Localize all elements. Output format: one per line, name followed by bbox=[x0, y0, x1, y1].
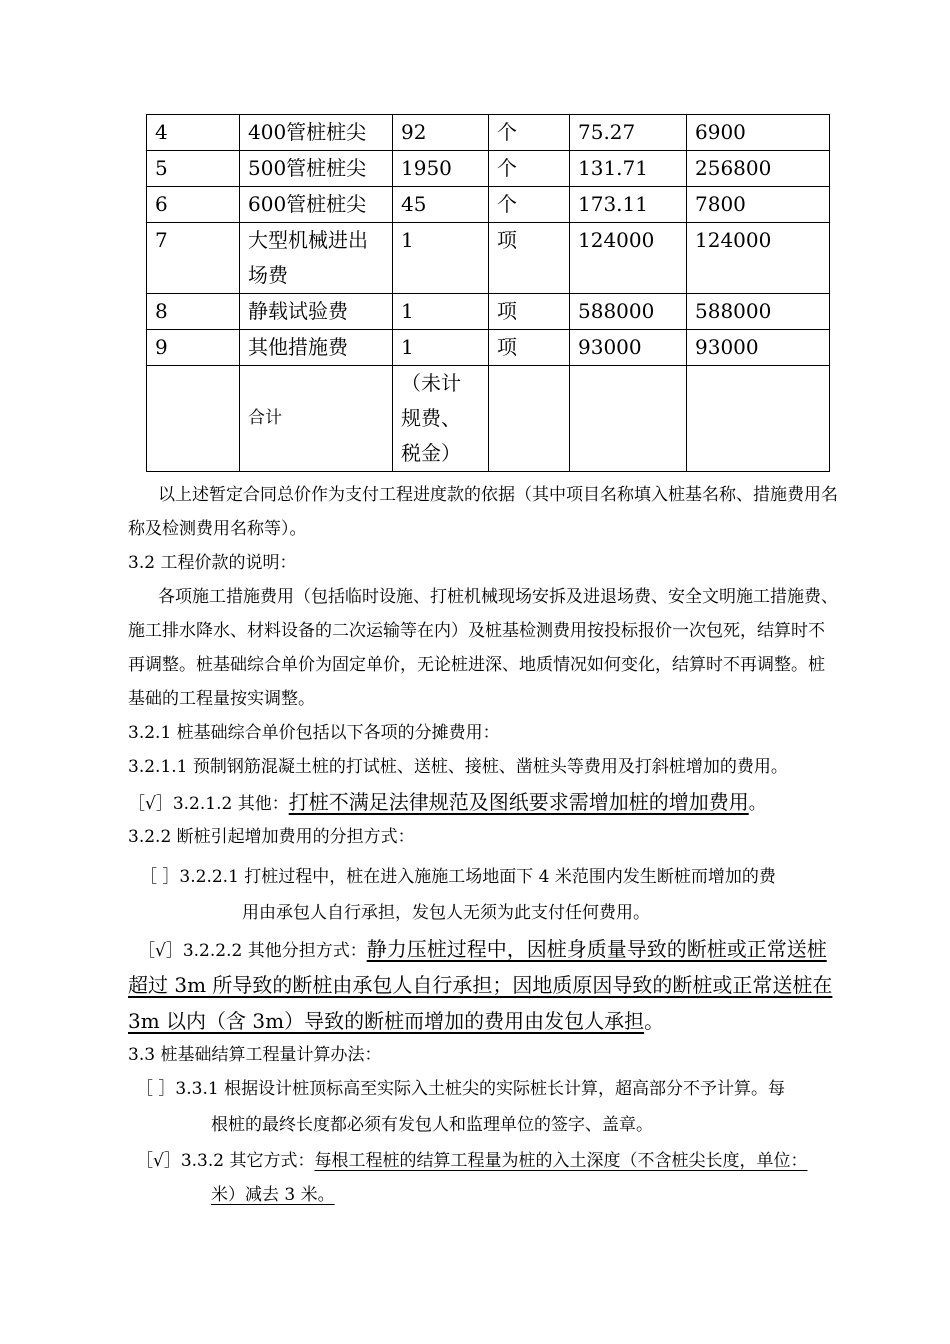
table-row bbox=[147, 294, 830, 330]
paragraph-3-2-2-1-line1: ［ ］3.2.2.1 打桩过程中，桩在进入施施工场地面下 4 米范围内发生断桩而增加的费 bbox=[140, 867, 776, 887]
table-cell-price: 93000 bbox=[570, 330, 687, 366]
table-cell-amount: 588000 bbox=[687, 294, 830, 330]
heading-3-2: 3.2 工程价款的说明： bbox=[128, 553, 297, 573]
paragraph-3-2-2-1-line2: 用由承包人自行承担，发包人无须为此支付任何费用。 bbox=[242, 903, 650, 923]
heading-3-2-2: 3.2.2 断桩引起增加费用的分担方式： bbox=[128, 827, 415, 847]
table-cell-amount: 7800 bbox=[687, 187, 830, 223]
table-cell-no: 5 bbox=[147, 151, 240, 187]
checkbox-label-3-2-1-2: ［√］3.2.1.2 其他： bbox=[128, 794, 289, 814]
table-row bbox=[147, 223, 830, 294]
table-cell-name: 500管桩桩尖 bbox=[240, 151, 393, 187]
table-cell-amount: 256800 bbox=[687, 151, 830, 187]
table-cell-qty: 1 bbox=[393, 294, 489, 330]
table-cell-unit: 项 bbox=[489, 223, 570, 294]
table-cell-qty: 92 bbox=[393, 115, 489, 151]
filled-value-3-3-2-cont: 米）减去 3 米。 bbox=[211, 1185, 335, 1205]
table-cell-no: 8 bbox=[147, 294, 240, 330]
table-cell-unit: 项 bbox=[489, 294, 570, 330]
table-cell-unit: 个 bbox=[489, 151, 570, 187]
table-cell-name: 400管桩桩尖 bbox=[240, 115, 393, 151]
paragraph-3-3-1-line1: ［ ］3.3.1 根据设计桩顶标高至实际入土桩尖的实际桩长计算，超高部分不予计算。每 bbox=[136, 1079, 786, 1099]
table-row bbox=[147, 330, 830, 366]
filled-value-3-2-2-2: 静力压桩过程中，因桩身质量导致的断桩或正常送桩超过 3m 所导致的断桩由承包人自行承担；因地质原因导致的断桩或正常送桩在 3m 以内（含 3m）导致的断桩而增加的费用由发包人承担 bbox=[128, 937, 833, 1033]
table-cell-name: 其他措施费 bbox=[240, 330, 393, 366]
paragraph-basis: 以上述暂定合同总价作为支付工程进度款的依据（其中项目名称填入桩基名称、措施费用名称及检测费用名称等）。 bbox=[128, 485, 838, 539]
table-row-total bbox=[147, 366, 830, 472]
table-cell-price: 588000 bbox=[570, 294, 687, 330]
paragraph-3-3-2-line1 bbox=[136, 1144, 840, 1178]
table-cell-no: 4 bbox=[147, 115, 240, 151]
table-cell-empty bbox=[489, 366, 570, 472]
table-cell-unit: 个 bbox=[489, 115, 570, 151]
table-cell-name: 静载试验费 bbox=[240, 294, 393, 330]
table-cell-unit: 个 bbox=[489, 187, 570, 223]
paragraph-3-3-2-line2 bbox=[211, 1178, 840, 1212]
heading-3-2-1: 3.2.1 桩基础综合单价包括以下各项的分摊费用： bbox=[128, 723, 500, 743]
checkbox-label-3-3-2: ［√］3.3.2 其它方式： bbox=[136, 1151, 315, 1171]
paragraph-3-2-2-2 bbox=[128, 932, 840, 1040]
period: 。 bbox=[748, 794, 766, 814]
cost-table bbox=[146, 114, 830, 472]
table-cell-total-label: 合计 bbox=[240, 366, 393, 472]
table-cell-qty: 45 bbox=[393, 187, 489, 223]
table-cell-name: 600管桩桩尖 bbox=[240, 187, 393, 223]
filled-value-3-2-1-2: 打桩不满足法律规范及图纸要求需增加桩的增加费用 bbox=[288, 790, 749, 814]
table-cell-price: 124000 bbox=[570, 223, 687, 294]
table-cell-price: 131.71 bbox=[570, 151, 687, 187]
table-cell-price: 173.11 bbox=[570, 187, 687, 223]
table-cell-qty: 1 bbox=[393, 223, 489, 294]
paragraph-3-3-1-line2: 根桩的最终长度都必须有发包人和监理单位的签字、盖章。 bbox=[211, 1115, 653, 1135]
table-cell-total-note: （未计规费、税金） bbox=[393, 366, 489, 472]
table-cell-no: 6 bbox=[147, 187, 240, 223]
table-cell-price: 75.27 bbox=[570, 115, 687, 151]
checkbox-label-3-2-2-2: ［√］3.2.2.2 其他分担方式： bbox=[138, 941, 367, 961]
table-row bbox=[147, 115, 830, 151]
table-row bbox=[147, 151, 830, 187]
paragraph-3-2-1-1: 3.2.1.1 预制钢筋混凝土桩的打试桩、送桩、接桩、凿桩头等费用及打斜桩增加的费用。 bbox=[128, 757, 788, 777]
table-cell-amount: 124000 bbox=[687, 223, 830, 294]
table-cell-unit: 项 bbox=[489, 330, 570, 366]
heading-3-3: 3.3 桩基础结算工程量计算办法： bbox=[128, 1045, 382, 1065]
table-cell-empty bbox=[570, 366, 687, 472]
table-cell-qty: 1950 bbox=[393, 151, 489, 187]
filled-value-3-3-2: 每根工程桩的结算工程量为桩的入土深度（不含桩尖长度，单位： bbox=[314, 1151, 808, 1171]
cost-table-body bbox=[147, 115, 830, 472]
table-cell-name: 大型机械进出场费 bbox=[240, 223, 393, 294]
table-cell-qty: 1 bbox=[393, 330, 489, 366]
table-cell-amount: 6900 bbox=[687, 115, 830, 151]
table-cell-no: 7 bbox=[147, 223, 240, 294]
table-cell-empty bbox=[147, 366, 240, 472]
table-cell-amount: 93000 bbox=[687, 330, 830, 366]
paragraph-3-2-1-2 bbox=[128, 785, 840, 821]
period: 。 bbox=[644, 1009, 665, 1033]
paragraph-3-2: 各项施工措施费用（包括临时设施、打桩机械现场安拆及进退场费、安全文明施工措施费、施工排水降水、材料设备的二次运输等在内）及桩基检测费用按投标报价一次包死，结算时不再调整。桩基础综合单价为固定单价，无论桩进深、地质情况如何变化，结算时不再调整。桩基础的工程量按实调整。 bbox=[128, 587, 838, 709]
table-cell-no: 9 bbox=[147, 330, 240, 366]
table-cell-empty bbox=[687, 366, 830, 472]
table-row bbox=[147, 187, 830, 223]
